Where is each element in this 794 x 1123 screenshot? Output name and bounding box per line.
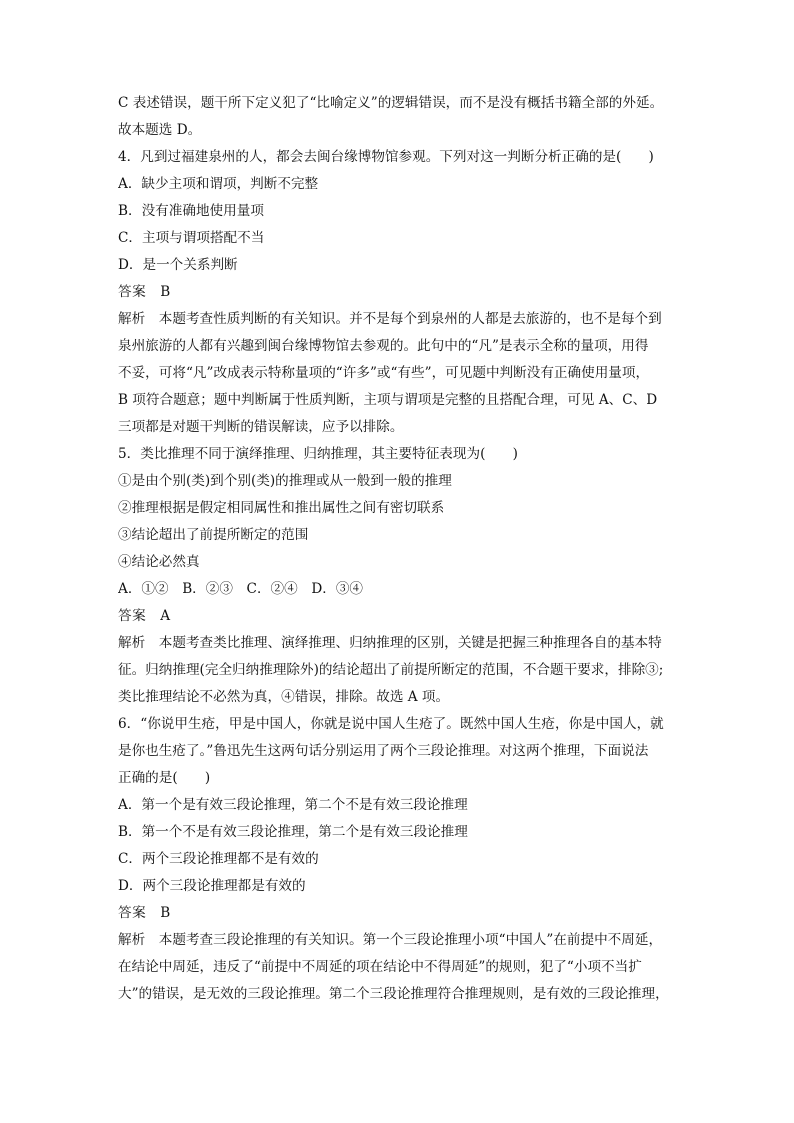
statement-4: ④结论必然真 xyxy=(118,554,200,570)
option-c: C．两个三段论推理都不是有效的 xyxy=(118,851,319,867)
question-5: 5．类比推理不同于演绎推理、归纳推理，其主要特征表现为( ) xyxy=(118,446,518,462)
option-a: A．第一个是有效三段论推理，第二个不是有效三段论推理 xyxy=(118,797,468,813)
analysis-line: 大”的错误，是无效的三段论推理。第二个三段论推理符合推理规则，是有效的三段论推理， xyxy=(118,986,669,1002)
option-d: D．是一个关系判断 xyxy=(118,257,238,273)
analysis-line: 解析 本题考查性质判断的有关知识。并不是每个到泉州的人都是去旅游的，也不是每个到 xyxy=(118,311,662,327)
analysis-line: 类比推理结论不必然为真，④错误，排除。故选 A 项。 xyxy=(118,689,450,705)
option-c: C．主项与谓项搭配不当 xyxy=(118,230,265,246)
analysis-line: 解析 本题考查三段论推理的有关知识。第一个三段论推理小项“中国人”在前提中不周延， xyxy=(118,932,663,948)
analysis-line: 解析 本题考查类比推理、演绎推理、归纳推理的区别，关键是把握三种推理各自的基本特 xyxy=(118,635,662,651)
option-a: A．缺少主项和谓项，判断不完整 xyxy=(118,176,319,192)
text-line: C 表述错误，题干所下定义犯了“比喻定义”的逻辑错误，而不是没有概括书籍全部的外延。 xyxy=(118,95,664,111)
analysis-line: 不妥，可将“凡”改成表示特称量项的“许多”或“有些”，可见题中判断没有正确使用量项， xyxy=(118,365,650,381)
analysis-line: 在结论中周延，违反了“前提中不周延的项在结论中不得周延”的规则，犯了“小项不当扩 xyxy=(118,959,642,975)
statement-3: ③结论超出了前提所断定的范围 xyxy=(118,527,309,543)
options-row: A．①② B．②③ C．②④ D．③④ xyxy=(118,581,364,597)
text-line: 故本题选 D。 xyxy=(118,122,202,138)
question-6: 正确的是( ) xyxy=(118,770,211,786)
option-b: B．没有准确地使用量项 xyxy=(118,203,264,219)
analysis-line: B 项符合题意；题中判断属于性质判断，主项与谓项是完整的且搭配合理，可见 A、C、D xyxy=(118,392,658,408)
question-6: 6．“你说甲生疮，甲是中国人，你就是说中国人生疮了。既然中国人生疮，你是中国人，就 xyxy=(118,716,664,732)
analysis-line: 泉州旅游的人都有兴趣到闽台缘博物馆去参观的。此句中的“凡”是表示全称的量项，用得 xyxy=(118,338,649,354)
answer: 答案 A xyxy=(118,608,171,624)
analysis-line: 三项都是对题干判断的错误解读，应予以排除。 xyxy=(118,419,404,435)
answer: 答案 B xyxy=(118,284,171,300)
option-b: B．第一个不是有效三段论推理，第二个是有效三段论推理 xyxy=(118,824,468,840)
statement-2: ②推理根据是假定相同属性和推出属性之间有密切联系 xyxy=(118,500,445,516)
question-6: 是你也生疮了。”鲁迅先生这两句话分别运用了两个三段论推理。对这两个推理，下面说法 xyxy=(118,743,649,759)
option-d: D．两个三段论推理都是有效的 xyxy=(118,878,306,894)
analysis-line: 征。归纳推理(完全归纳推理除外)的结论超出了前提所断定的范围，不合题干要求，排除③; xyxy=(118,662,664,678)
statement-1: ①是由个别(类)到个别(类)的推理或从一般到一般的推理 xyxy=(118,473,452,489)
answer: 答案 B xyxy=(118,905,171,921)
question-4: 4．凡到过福建泉州的人，都会去闽台缘博物馆参观。下列对这一判断分析正确的是( ) xyxy=(118,149,654,165)
